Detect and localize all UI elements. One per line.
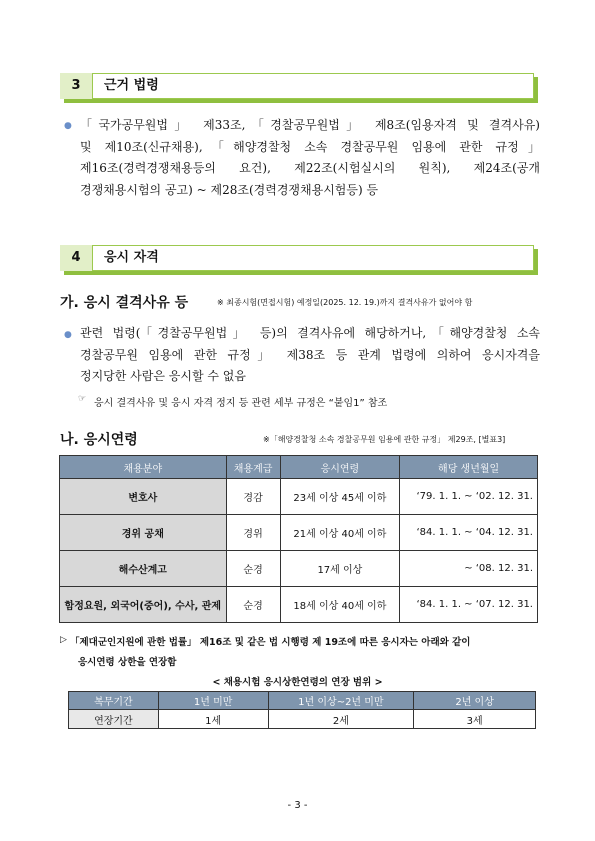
age-table bbox=[59, 455, 538, 623]
table-row bbox=[60, 479, 538, 515]
extension-table bbox=[68, 691, 536, 729]
section-4-header bbox=[60, 245, 538, 275]
legal-basis-text bbox=[80, 115, 540, 201]
text-line: 정지당한 사람은 응시할 수 없음 bbox=[80, 369, 246, 383]
bullet-icon: ● bbox=[64, 121, 72, 131]
reference-text: 응시 결격사유 및 응시 자격 정지 등 관련 세부 규정은 “붙임1” 참조 bbox=[94, 398, 388, 409]
value-cell: 3세 bbox=[414, 710, 536, 729]
column-header: 채용분야 bbox=[60, 456, 227, 479]
extension-note-line: 응시연령 상한을 연장함 bbox=[78, 657, 177, 668]
age-cell: 17세 이상 bbox=[280, 551, 400, 587]
age-cell: 21세 이상 40세 이하 bbox=[280, 515, 400, 551]
text-line: 경찰공무원 임용에 관한 규정」 제38조 등 관계 법령에 의하여 응시자격을 bbox=[80, 347, 540, 362]
birthdate-cell: ‘79. 1. 1. ~ ‘02. 12. 31. bbox=[400, 479, 538, 515]
disqualification-text bbox=[80, 323, 540, 388]
subsection-heading-ga: 가. 응시 결격사유 등 bbox=[60, 295, 189, 311]
table-header-row bbox=[60, 456, 538, 479]
column-header: 채용계급 bbox=[226, 456, 280, 479]
extension-table-caption: < 채용시험 응시상한연령의 연장 범위 > bbox=[212, 677, 383, 688]
text-line: 제16조(경력경쟁채용등의 요건), 제22조(시험실시의 원칙), 제24조(공개 bbox=[80, 161, 540, 175]
section-title: 응시 자격 bbox=[104, 250, 159, 265]
birthdate-cell: ‘84. 1. 1. ~ ‘04. 12. 31. bbox=[400, 515, 538, 551]
age-regulation-note: ※「해양경찰청 소속 경찰공무원 임용에 관한 규정」 제29조, [별표3] bbox=[263, 435, 506, 444]
text-line: 관련 법령(「경찰공무원법」 등)의 결격사유에 해당하거나,「해양경찰청 소속 bbox=[80, 326, 540, 340]
field-cell: 해수산계고 bbox=[60, 551, 227, 587]
field-cell: 경위 공채 bbox=[60, 515, 227, 551]
table-row bbox=[60, 515, 538, 551]
text-line: 및 제10조(신규채용),「해양경찰청 소속 경찰공무원 임용에 관한 규정」 bbox=[80, 139, 540, 154]
section-number: 4 bbox=[60, 245, 93, 271]
age-cell: 18세 이상 40세 이하 bbox=[280, 587, 400, 623]
text-line: 「국가공무원법」 제33조,「경찰공무원법」 제8조(임용자격 및 결격사유) bbox=[80, 118, 540, 132]
table-header-row bbox=[69, 692, 536, 710]
subsection-heading-na: 나. 응시연령 bbox=[60, 432, 138, 448]
birthdate-cell: ‘84. 1. 1. ~ ‘07. 12. 31. bbox=[400, 587, 538, 623]
column-header: 해당 생년월일 bbox=[400, 456, 538, 479]
section-3-header bbox=[60, 73, 538, 103]
bullet-icon: ● bbox=[64, 330, 72, 340]
section-number: 3 bbox=[60, 73, 93, 99]
field-cell: 변호사 bbox=[60, 479, 227, 515]
age-cell: 23세 이상 45세 이하 bbox=[280, 479, 400, 515]
column-header: 복무기간 bbox=[69, 692, 159, 710]
rank-cell: 순경 bbox=[226, 587, 280, 623]
column-header: 응시연령 bbox=[280, 456, 400, 479]
column-header: 1년 이상~2년 미만 bbox=[268, 692, 414, 710]
rank-cell: 순경 bbox=[226, 551, 280, 587]
triangle-icon: ▷ bbox=[60, 635, 67, 645]
row-label-cell: 연장기간 bbox=[69, 710, 159, 729]
table-row bbox=[60, 551, 538, 587]
page-number: - 3 - bbox=[287, 800, 308, 811]
text-line: 경쟁채용시험의 공고) ~ 제28조(경력경쟁채용시험등) 등 bbox=[80, 182, 379, 197]
reference-icon: ☞ bbox=[78, 394, 87, 404]
field-cell: 함정요원, 외국어(중어), 수사, 관제 bbox=[60, 587, 227, 623]
value-cell: 2세 bbox=[268, 710, 414, 729]
birthdate-cell: ~ ‘08. 12. 31. bbox=[400, 551, 538, 587]
table-row bbox=[69, 710, 536, 729]
deadline-note: ※ 최종시험(면접시험) 예정일(2025. 12. 19.)까지 결격사유가 없어야 함 bbox=[217, 298, 473, 307]
extension-note-line: 「제대군인지원에 관한 법률」 제16조 및 같은 법 시행령 제 19조에 따른 응시자는 아래와 같이 bbox=[70, 637, 471, 648]
table-row bbox=[60, 587, 538, 623]
value-cell: 1세 bbox=[158, 710, 268, 729]
rank-cell: 경감 bbox=[226, 479, 280, 515]
rank-cell: 경위 bbox=[226, 515, 280, 551]
section-title: 근거 법령 bbox=[104, 78, 159, 93]
column-header: 2년 이상 bbox=[414, 692, 536, 710]
column-header: 1년 미만 bbox=[158, 692, 268, 710]
